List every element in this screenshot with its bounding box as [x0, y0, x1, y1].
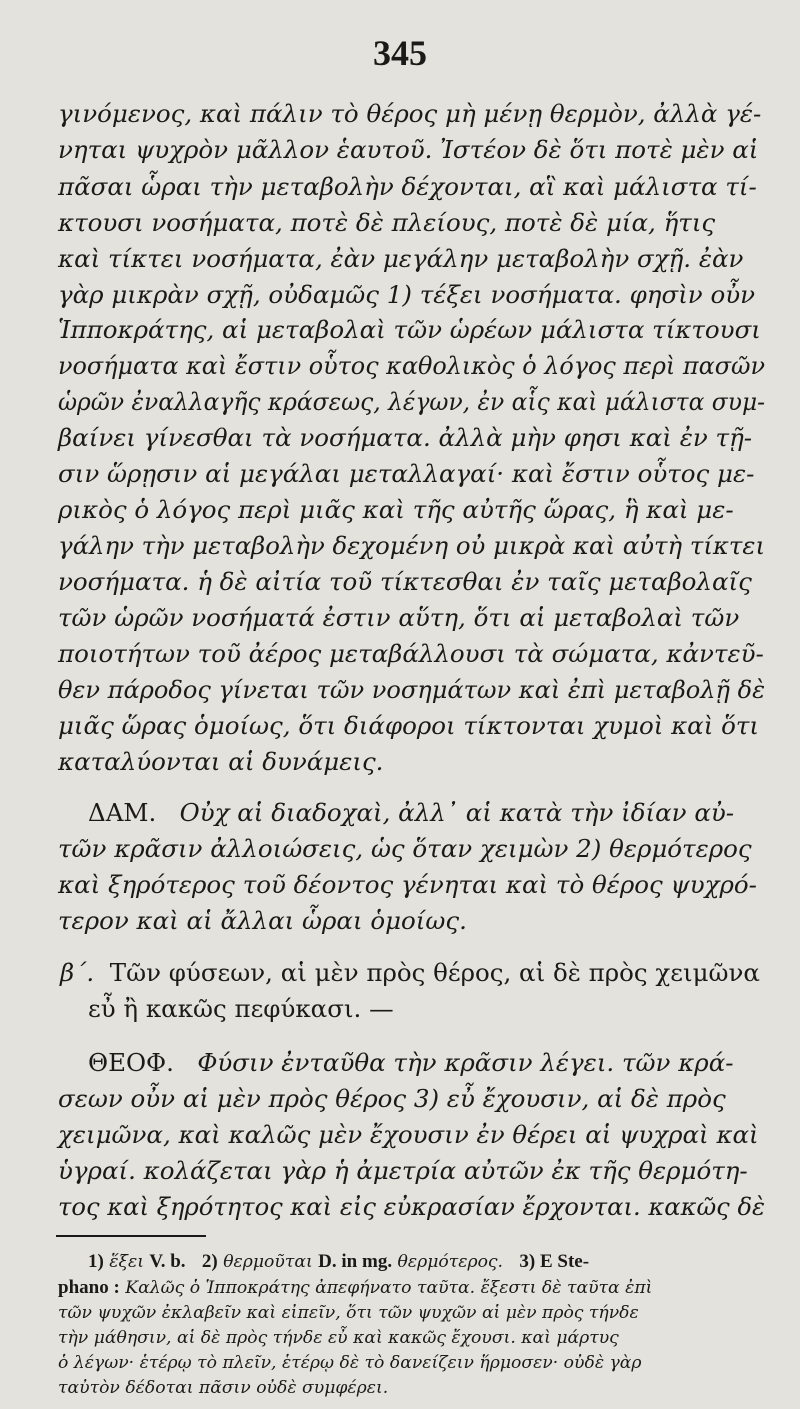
- footnote-source: D. in mg.: [318, 1251, 393, 1272]
- text-line: σεων οὖν αἱ μὲν πρὸς θέρος 3) εὖ ἔχουσιν, αἱ δὲ πρὸς: [58, 1084, 726, 1113]
- aphorism-first-line: [60, 957, 760, 989]
- footnote-line: ὁ λέγων· ἑτέρῳ τὸ πλεῖν, ἑτέρῳ δὲ τὸ δανείζειν ἥρμοσεν· οὐδὲ γὰρ: [58, 1353, 642, 1373]
- text-line: τῶν ὡρῶν νοσήματά ἐστιν αὕτη, ὅτι αἱ μεταβολαὶ τῶν: [58, 603, 740, 632]
- page-number: 345: [373, 33, 427, 73]
- text-line: βαίνει γίνεσθαι τὰ νοσήματα. ἀλλὰ μὴν φησι καὶ ἐν τῇ-: [58, 423, 753, 452]
- text-line: χειμῶνα, καὶ καλῶς μὲν ἔχουσιν ἐν θέρει αἱ ψυχραὶ καὶ: [58, 1120, 759, 1149]
- text-line: κτουσι νοσήματα, ποτὲ δὲ πλείους, ποτὲ δὲ μία, ἥτις: [58, 208, 716, 237]
- text-line: γάλην τὴν μεταβολὴν δεχομένη οὐ μικρὰ καὶ αὐτὴ τίκτει: [58, 531, 766, 560]
- text-line: τος καὶ ξηρότητος καὶ εἰς εὐκρασίαν ἔρχονται. κακῶς δὲ: [58, 1192, 766, 1221]
- footnote-source: phano :: [58, 1277, 120, 1298]
- footnote-marker: 3) E Ste-: [519, 1251, 590, 1272]
- text-line: ποιοτήτων τοῦ ἀέρος μεταβάλλουσι τὰ σώματα, κἀντεῦ-: [58, 639, 764, 668]
- theoph-first-line: [88, 1047, 734, 1079]
- footnote-source: V. b.: [149, 1251, 186, 1272]
- text-line: ρικὸς ὁ λόγος περὶ μιᾶς καὶ τῆς αὐτῆς ὥρας, ἣ καὶ με-: [58, 495, 734, 524]
- text-line: νοσήματα καὶ ἔστιν οὗτος καθολικὸς ὁ λόγος περὶ πασῶν: [58, 351, 766, 380]
- text-line: γινόμενος, καὶ πάλιν τὸ θέρος μὴ μένῃ θερμὸν, ἀλλὰ γέ-: [58, 99, 762, 128]
- text-span: Τῶν φύσεων, αἱ μὲν πρὸς θέρος, αἱ δὲ πρὸς χειμῶνα: [109, 958, 760, 987]
- text-line: γὰρ μικρὰν σχῇ, οὐδαμῶς 1) τέξει νοσήματα. φησὶν οὖν: [58, 280, 756, 309]
- speaker-label-theoph: ΘΕΟΦ.: [88, 1048, 174, 1077]
- text-line: τῶν κρᾶσιν ἀλλοιώσεις, ὡς ὅταν χειμὼν 2) θερμότερος: [58, 834, 752, 863]
- footnote-text: Καλῶς ὁ Ἱπποκράτης ἀπεφήνατο ταῦτα. ἔξεστι δὲ ταῦτα ἐπὶ: [125, 1278, 653, 1298]
- dam-first-line: [88, 797, 734, 829]
- text-line: μιᾶς ὥρας ὁμοίως, ὅτι διάφοροι τίκτονται χυμοὶ καὶ ὅτι: [58, 711, 760, 740]
- footnote-variant: θερμοῦται: [223, 1252, 313, 1272]
- footnote-line: [88, 1250, 589, 1274]
- text-line: καὶ ξηρότερος τοῦ δέοντος γένηται καὶ τὸ θέρος ψυχρό-: [58, 870, 757, 899]
- text-line: τερον καὶ αἱ ἄλλαι ὧραι ὁμοίως.: [58, 906, 467, 935]
- text-line: εὖ ἢ κακῶς πεφύκασι. —: [88, 994, 394, 1023]
- text-line: Ἱπποκράτης, αἱ μεταβολαὶ τῶν ὡρέων μάλιστα τίκτουσι: [58, 315, 761, 344]
- speaker-label-dam: ΔΑΜ.: [88, 798, 157, 827]
- text-line: νοσήματα. ἡ δὲ αἰτία τοῦ τίκτεσθαι ἐν ταῖς μεταβολαῖς: [58, 567, 752, 596]
- text-line: ὡρῶν ἐναλλαγῆς κράσεως, λέγων, ἐν αἷς καὶ μάλιστα συμ-: [58, 387, 766, 416]
- text-line: θεν πάροδος γίνεται τῶν νοσημάτων καὶ ἐπὶ μεταβολῇ δὲ: [58, 675, 766, 704]
- footnote-separator: [56, 1235, 206, 1237]
- aphorism-number: β΄.: [60, 958, 95, 987]
- text-span: Οὐχ αἱ διαδοχαὶ, ἀλλ᾽ αἱ κατὰ τὴν ἰδίαν αὐ-: [179, 798, 735, 827]
- text-line: σιν ὥρῃσιν αἱ μεγάλαι μεταλλαγαί· καὶ ἔστιν οὗτος με-: [58, 459, 755, 488]
- text-line: καταλύονται αἱ δυνάμεις.: [58, 747, 384, 776]
- footnote-line: [58, 1276, 652, 1300]
- text-line: ὑγραί. κολάζεται γὰρ ἡ ἀμετρία αὐτῶν ἐκ τῆς θερμότη-: [58, 1156, 748, 1185]
- footnote-line: τῶν ψυχῶν ἐκλαβεῖν καὶ εἰπεῖν, ὅτι τῶν ψυχῶν αἱ μὲν πρὸς τήνδε: [58, 1303, 639, 1323]
- text-span: Φύσιν ἐνταῦθα τὴν κρᾶσιν λέγει. τῶν κρά-: [197, 1048, 734, 1077]
- footnote-marker: 2): [201, 1251, 218, 1272]
- text-line: καὶ τίκτει νοσήματα, ἐὰν μεγάλην μεταβολὴν σχῇ. ἐὰν: [58, 244, 744, 273]
- text-line: πᾶσαι ὧραι τὴν μεταβολὴν δέχονται, αἳ καὶ μάλιστα τί-: [58, 172, 757, 201]
- footnote-line: ταὐτὸν δέδοται πᾶσιν οὐδὲ συμφέρει.: [58, 1378, 389, 1398]
- footnote-variant: θερμότερος.: [397, 1252, 504, 1272]
- text-line: νηται ψυχρὸν μᾶλλον ἑαυτοῦ. Ἰστέον δὲ ὅτι ποτὲ μὲν αἱ: [58, 135, 759, 164]
- footnote-line: τὴν μάθησιν, αἱ δὲ πρὸς τήνδε εὖ καὶ κακῶς ἔχουσι. καὶ μάρτυς: [58, 1328, 619, 1348]
- footnote-marker: 1): [88, 1251, 104, 1272]
- footnote-variant: ἕξει: [109, 1252, 144, 1272]
